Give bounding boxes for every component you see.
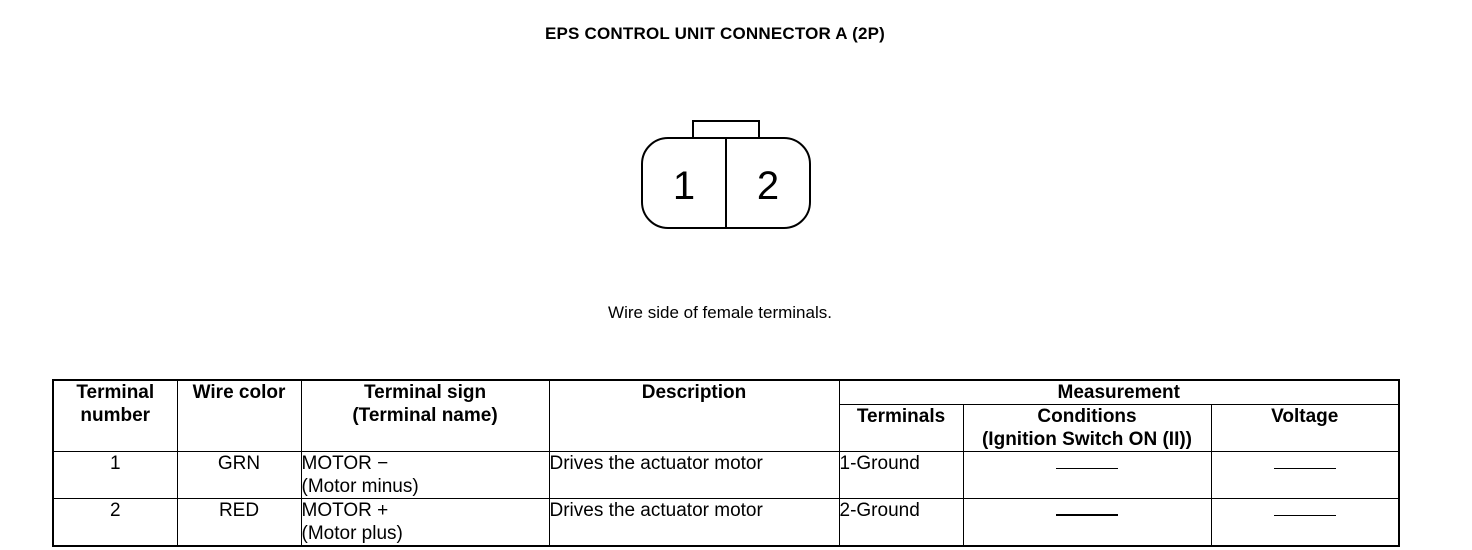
- header-voltage: Voltage: [1211, 405, 1399, 452]
- header-terminals: Terminals: [839, 405, 963, 452]
- header-terminal-sign: Terminal sign (Terminal name): [301, 380, 549, 452]
- connector-latch: [693, 121, 759, 138]
- connector-pin-2: 2: [756, 164, 780, 208]
- cell-wire-color: RED: [177, 499, 301, 547]
- cell-wire-color: GRN: [177, 452, 301, 499]
- dash-mark: [1274, 515, 1336, 516]
- cell-terminal-sign: MOTOR + (Motor plus): [301, 499, 549, 547]
- cell-terminal-number: 1: [53, 452, 177, 499]
- cell-terminals: 1-Ground: [839, 452, 963, 499]
- cell-terminals: 2-Ground: [839, 499, 963, 547]
- dash-mark: [1274, 468, 1336, 469]
- dash-mark: [1056, 514, 1118, 516]
- cell-terminal-sign: MOTOR − (Motor minus): [301, 452, 549, 499]
- cell-conditions: [963, 499, 1211, 547]
- cell-voltage: [1211, 499, 1399, 547]
- header-measurement: Measurement: [839, 380, 1399, 405]
- header-conditions: Conditions (Ignition Switch ON (II)): [963, 405, 1211, 452]
- page-title: EPS CONTROL UNIT CONNECTOR A (2P): [544, 24, 885, 43]
- terminal-table: [52, 379, 1400, 547]
- connector-pin-1: 1: [672, 164, 696, 208]
- cell-voltage: [1211, 452, 1399, 499]
- connector-caption: Wire side of female terminals.: [608, 303, 832, 322]
- table-header-row: [53, 380, 1399, 405]
- header-description: Description: [549, 380, 839, 452]
- cell-description: Drives the actuator motor: [549, 452, 839, 499]
- cell-conditions: [963, 452, 1211, 499]
- table-row: [53, 452, 1399, 499]
- header-wire-color: Wire color: [177, 380, 301, 452]
- header-terminal-number: Terminal number: [53, 380, 177, 452]
- cell-terminal-number: 2: [53, 499, 177, 547]
- dash-mark: [1056, 468, 1118, 469]
- table-row: [53, 499, 1399, 547]
- cell-description: Drives the actuator motor: [549, 499, 839, 547]
- connector-diagram: [636, 116, 816, 236]
